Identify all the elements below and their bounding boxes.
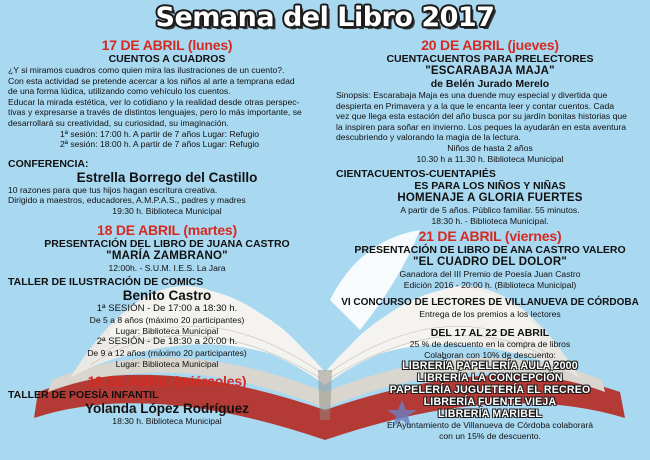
cuentos-cuadros-heading: CUENTOS A CUADROS — [108, 53, 226, 65]
cuentos-session-2: 2ª sesión: 18:00 h. A partir de 7 años Lugar: Refugio — [60, 139, 260, 150]
shop-aula-2000: LIBRERÍA PAPELERÍA AULA 2000 — [402, 360, 578, 373]
cuadro-del-dolor-title: "EL CUADRO DEL DOLOR" — [413, 256, 567, 269]
cuentapies-heading: CIENTACUENTOS-CUENTAPIÉS — [336, 168, 496, 181]
poetry-workshop-heading: TALLER DE POESÍA INFANTIL — [8, 388, 159, 401]
readers-contest-awards: Entrega de los premios a los lectores — [419, 308, 561, 319]
storytelling-age: Niños de hasta 2 años — [447, 142, 533, 153]
gloria-fuertes-tribute: HOMENAJE A GLORIA FUERTES — [397, 192, 583, 205]
storytelling-time-place: 10.30 h a 11.30 h. Biblioteca Municipal — [416, 153, 564, 164]
storytelling-prereaders-heading: CUENTACUENTOS PARA PRELECTORES — [386, 53, 594, 65]
comic-workshop-host: Benito Castro — [122, 288, 212, 304]
comic-workshop-heading: TALLER DE ILUSTRACIÓN DE COMICS — [8, 276, 204, 289]
presentation-time-place: 12:00h. - S.U.M. I.E.S. La Jara — [108, 262, 226, 273]
date-18-april: 18 DE ABRIL (martes) — [97, 221, 237, 238]
date-21-april: 21 DE ABRIL (viernes) — [418, 228, 562, 245]
cuentos-description-5: tivas y expresarse a través de distintos lenguajes, pero lo más importante, se — [8, 107, 302, 118]
workshop-session-1: 1ª SESIÓN - De 17:00 a 18:30 h. — [96, 303, 238, 315]
juana-castro-presentation-heading: PRESENTACIÓN DEL LIBRO DE JUANA CASTRO — [44, 237, 290, 250]
workshop-session-1-ages: De 5 a 8 años (máximo 20 participantes) — [89, 315, 245, 326]
discount-dates-heading: DEL 17 AL 22 DE ABRIL — [430, 327, 550, 340]
discount-line-2: Colaboran con 10% de descuento: — [424, 349, 556, 360]
workshop-session-2-place: Lugar: Biblioteca Municipal — [115, 358, 219, 369]
shop-la-concepcion: LIBRERÍA LA CONCEPCIÓN — [417, 372, 563, 385]
synopsis-line-4: la inspiren para soñar en invierno. Los peques la ayudarán en esta aventura — [336, 121, 626, 132]
escarabaja-maja-author: de Belén Jurado Merelo — [430, 78, 550, 90]
workshop-session-2: 2ª SESIÓN - De 18:30 a 20:00 h. — [96, 336, 238, 348]
readers-contest-heading: VI CONCURSO DE LECTORES DE VILLANUEVA DE CÓRDOBA — [341, 296, 639, 308]
cuentos-session-1: 1ª sesión: 17:00 h. A partir de 7 años Lugar: Refugio — [60, 128, 260, 139]
cuentos-description-1: ¿Y si miramos cuadros como quien mira las ilustraciones de un cuento?. — [8, 65, 285, 75]
page-title: Semana del Libro 2017 — [155, 2, 495, 33]
synopsis-line-2: despierta en Primavera y a la que le encanta leer y contar cuentos. Cada — [336, 100, 615, 111]
cuentapies-details: A partir de 5 años. Público familiar. 55 minutos. — [400, 205, 580, 216]
poetry-workshop-time-place: 18:30 h. Biblioteca Municipal — [112, 415, 222, 426]
maria-zambrano-title: "MARÍA ZAMBRANO" — [106, 249, 228, 262]
right-column — [336, 38, 644, 442]
synopsis-line-1: Sinopsis: Escarabaja Maja es una duende muy especial y divertida que — [336, 90, 608, 100]
synopsis-line-5: descubriendo y valorando la magia de la lectura. — [336, 132, 521, 143]
conference-speaker: Estrella Borrego del Castillo — [76, 169, 258, 185]
escarabaja-maja-title: "ESCARABAJA MAJA" — [425, 65, 555, 77]
conference-topic: 10 razones para que tus hijos hagan escritura creativa. — [8, 184, 218, 195]
workshop-session-1-place: Lugar: Biblioteca Municipal — [115, 325, 219, 336]
synopsis-line-3: vez que llega esta estación del año busca por su jardín bonitas historias que — [336, 111, 627, 122]
workshop-session-2-ages: De 9 a 12 años (máximo 20 participantes) — [87, 348, 247, 359]
cuentos-description-2: Con esta actividad se pretende acercar a los niños al arte a temprana edad — [8, 75, 295, 86]
conference-time-place: 19:30 h. Biblioteca Municipal — [112, 205, 222, 216]
shop-maribel: LIBRERÍA MARIBEL — [437, 408, 543, 421]
award-line: Ganadora del III Premio de Poesía Juan Castro — [399, 269, 581, 280]
conference-audience: Dirigido a maestros, educadores, A.M.P.A.S., padres y madres — [8, 195, 246, 206]
shop-el-recreo: PAPELERÍA JUGUETERÍA EL RECREO — [389, 384, 591, 397]
town-hall-line-2: con un 15% de descuento. — [439, 430, 541, 441]
shop-fuente-vieja: LIBRERÍA FUENTE VIEJA — [423, 396, 557, 409]
cuentos-description-4: Educar la mirada estética, ver lo cotidiano y la realidad desde otras perspec- — [8, 96, 300, 107]
date-20-april: 20 DE ABRIL (jueves) — [421, 37, 559, 53]
cuentos-description-3: de una forma lúdica, utilizando como vehículo los cuentos. — [8, 86, 231, 97]
date-19-april: 19 DE ABRIL (miércoles) — [87, 372, 247, 389]
ana-castro-presentation-heading: PRESENTACIÓN DE LIBRO DE ANA CASTRO VALERO — [354, 244, 626, 257]
cuentapies-audience: ES PARA LOS NIÑOS Y NIÑAS — [414, 180, 566, 193]
discount-line-1: 25 % de descuento en la compra de libros — [409, 339, 571, 350]
conference-heading: CONFERENCIA: — [8, 157, 89, 170]
cuentapies-time-place: 18:30 h. - Biblioteca Municipal. — [431, 215, 549, 226]
left-column — [8, 38, 326, 426]
cuentos-description-6: desarrollará su creatividad, su curiosidad, su imaginación. — [8, 117, 229, 128]
date-17-april: 17 DE ABRIL (lunes) — [101, 37, 233, 53]
edition-time-place: Edición 2016 - 20:00 h. (Biblioteca Municipal) — [403, 279, 577, 290]
poetry-workshop-host: Yolanda López Rodríguez — [84, 400, 249, 416]
town-hall-line-1: El Ayuntamiento de Villanueva de Córdoba colaborará — [386, 420, 594, 431]
